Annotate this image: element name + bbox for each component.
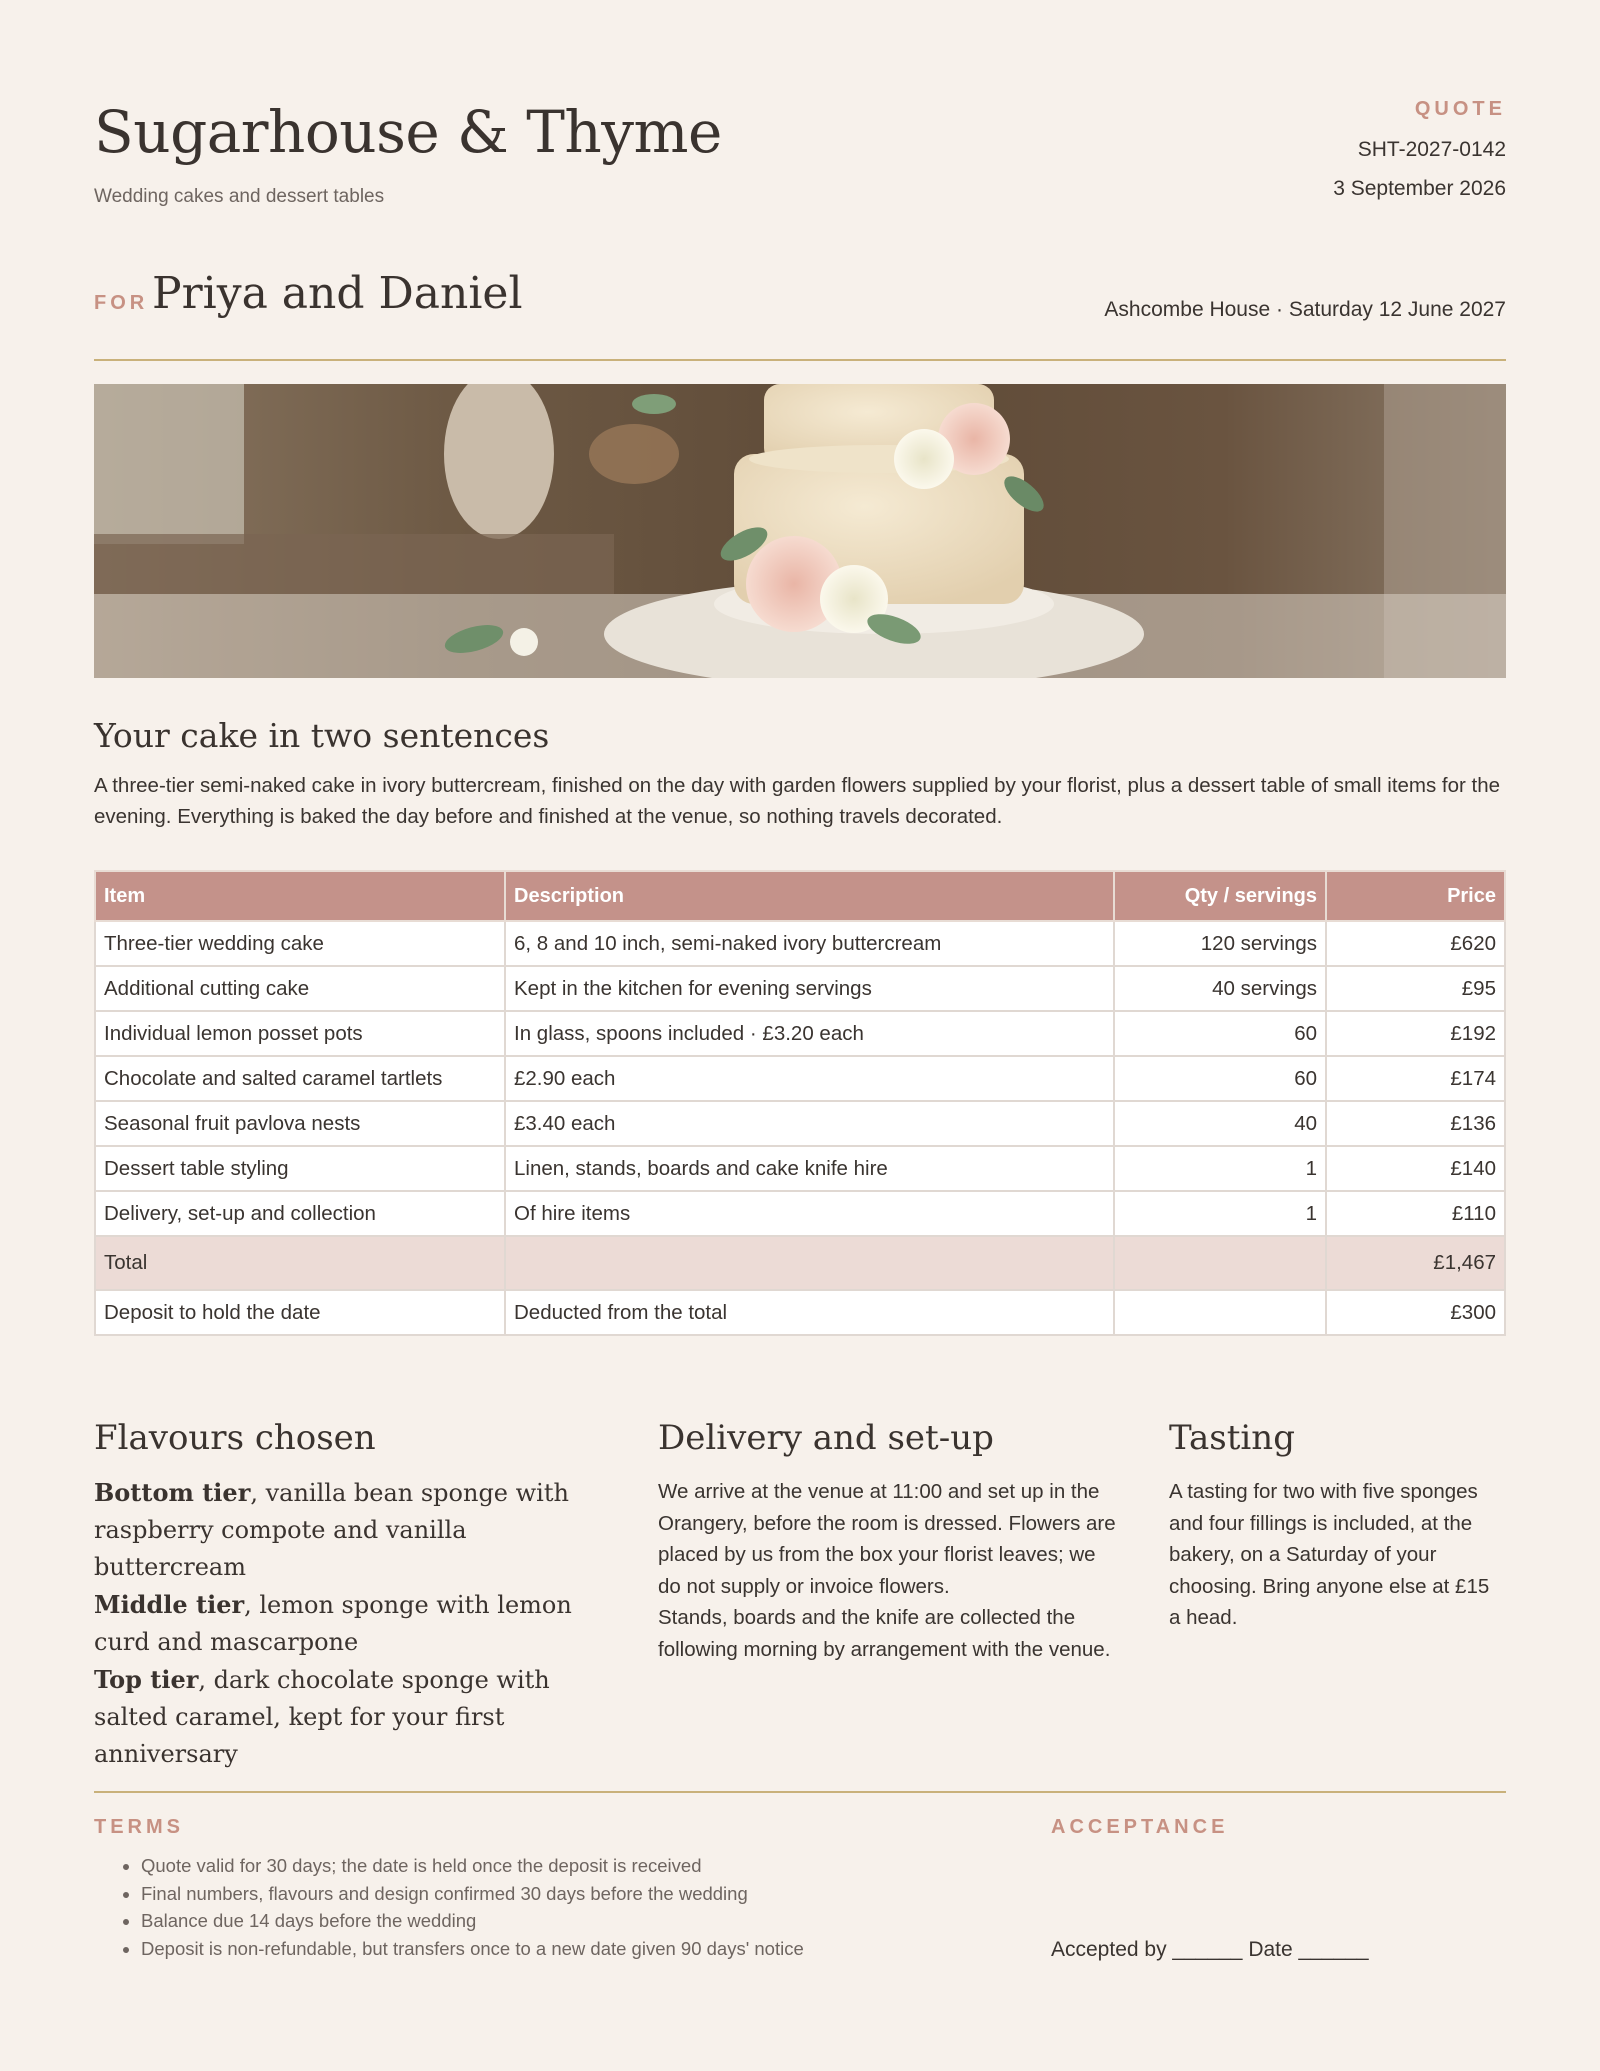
terms-item: • Quote valid for 30 days; the date is held once the deposit is received — [141, 1852, 804, 1880]
venue-and-date: Ashcombe House · Saturday 12 June 2027 — [1104, 298, 1506, 321]
brand-name: Sugarhouse & Thyme — [94, 98, 722, 166]
cell-description: £3.40 each — [505, 1101, 1114, 1146]
cell-item: Additional cutting cake — [95, 966, 505, 1011]
table-row — [95, 1146, 1505, 1191]
table-row — [95, 921, 1505, 966]
terms-list — [94, 1852, 804, 1962]
column-header-description: Description — [505, 871, 1114, 921]
flavour-tier — [94, 1661, 594, 1773]
cell-item: Three-tier wedding cake — [95, 921, 505, 966]
cell-qty: 1 — [1114, 1146, 1326, 1191]
cell-description: In glass, spoons included · £3.20 each — [505, 1011, 1114, 1056]
tier-name: Middle tier — [94, 1590, 245, 1619]
flavour-tier — [94, 1474, 594, 1586]
cell-description: 6, 8 and 10 inch, semi-naked ivory buttercream — [505, 921, 1114, 966]
cell-price: £174 — [1326, 1056, 1505, 1101]
delivery-paragraph: We arrive at the venue at 11:00 and set up in the Orangery, before the room is dressed. Flowers are placed by us from the box your florist leaves; we do not supply or invoice flowers. — [658, 1480, 1116, 1598]
cell-item: Individual lemon posset pots — [95, 1011, 505, 1056]
pricing-table — [94, 870, 1506, 1336]
deposit-description: Deducted from the total — [505, 1290, 1114, 1335]
cell-description: Of hire items — [505, 1191, 1114, 1236]
total-qty — [1114, 1236, 1326, 1290]
client-names: Priya and Daniel — [152, 268, 523, 319]
delivery-text — [658, 1476, 1118, 1665]
column-header-qty: Qty / servings — [1114, 871, 1326, 921]
table-header-row — [95, 871, 1505, 921]
cell-description: £2.90 each — [505, 1056, 1114, 1101]
tier-description: , lemon sponge with lemon curd and mascarpone — [94, 1591, 572, 1656]
table-row — [95, 1191, 1505, 1236]
cell-price: £140 — [1326, 1146, 1505, 1191]
flavours-heading: Flavours chosen — [94, 1418, 376, 1458]
delivery-paragraph: Stands, boards and the knife are collected the following morning by arrangement with the venue. — [658, 1606, 1111, 1661]
tasting-heading: Tasting — [1169, 1418, 1295, 1458]
tier-description: , vanilla bean sponge with raspberry compote and vanilla buttercream — [94, 1479, 569, 1581]
cell-price: £136 — [1326, 1101, 1505, 1146]
tasting-text: A tasting for two with five sponges and four fillings is included, at the bakery, on a Saturday of your choosing. Bring anyone else at £15 a head. — [1169, 1480, 1490, 1629]
table-row — [95, 1056, 1505, 1101]
total-price: £1,467 — [1326, 1236, 1505, 1290]
brand-tagline: Wedding cakes and dessert tables — [94, 186, 385, 207]
total-description — [505, 1236, 1114, 1290]
cell-price: £110 — [1326, 1191, 1505, 1236]
cell-qty: 60 — [1114, 1011, 1326, 1056]
quote-page — [94, 0, 1506, 2071]
header-divider — [94, 359, 1506, 361]
total-label: Total — [95, 1236, 505, 1290]
delivery-heading: Delivery and set-up — [658, 1418, 994, 1458]
cell-item: Dessert table styling — [95, 1146, 505, 1191]
intro-heading: Your cake in two sentences — [94, 716, 550, 755]
flavour-tier — [94, 1586, 594, 1661]
flavours-list — [94, 1474, 594, 1773]
intro-text: A three-tier semi-naked cake in ivory buttercream, finished on the day with garden flowers supplied by your florist, plus a dessert table of small items for the evening. Everything is baked the day before and finished at the venue, so nothing travels decorated. — [94, 774, 1501, 828]
for-label: FOR — [94, 292, 149, 314]
cell-qty: 1 — [1114, 1191, 1326, 1236]
tier-name: Top tier — [94, 1665, 199, 1694]
cell-qty: 120 servings — [1114, 921, 1326, 966]
deposit-price: £300 — [1326, 1290, 1505, 1335]
terms-item: • Final numbers, flavours and design confirmed 30 days before the wedding — [141, 1880, 804, 1908]
terms-label: TERMS — [94, 1816, 184, 1838]
quote-reference: SHT-2027-0142 — [1357, 138, 1506, 161]
cell-description: Linen, stands, boards and cake knife hire — [505, 1146, 1114, 1191]
cell-item: Delivery, set-up and collection — [95, 1191, 505, 1236]
document-type-label: QUOTE — [1414, 98, 1506, 120]
table-row — [95, 1011, 1505, 1056]
acceptance-signature-line: Accepted by ______ Date ______ — [1051, 1938, 1369, 1961]
column-header-item: Item — [95, 871, 505, 921]
cell-qty: 60 — [1114, 1056, 1326, 1101]
cell-price: £192 — [1326, 1011, 1505, 1056]
cell-description: Kept in the kitchen for evening servings — [505, 966, 1114, 1011]
cell-price: £95 — [1326, 966, 1505, 1011]
acceptance-label: ACCEPTANCE — [1051, 1816, 1229, 1838]
quote-date: 3 September 2026 — [1333, 177, 1506, 200]
cell-qty: 40 servings — [1114, 966, 1326, 1011]
cell-item: Chocolate and salted caramel tartlets — [95, 1056, 505, 1101]
cell-item: Seasonal fruit pavlova nests — [95, 1101, 505, 1146]
total-row — [95, 1236, 1505, 1290]
deposit-label: Deposit to hold the date — [95, 1290, 505, 1335]
footer-divider — [94, 1791, 1506, 1793]
cell-price: £620 — [1326, 921, 1505, 966]
table-row — [95, 1101, 1505, 1146]
tier-description: , dark chocolate sponge with salted caramel, kept for your first anniversary — [94, 1666, 550, 1768]
terms-item: • Deposit is non-refundable, but transfers once to a new date given 90 days' notice — [141, 1935, 804, 1963]
cell-qty: 40 — [1114, 1101, 1326, 1146]
terms-item: • Balance due 14 days before the wedding — [141, 1907, 804, 1935]
tier-name: Bottom tier — [94, 1478, 251, 1507]
deposit-row — [95, 1290, 1505, 1335]
deposit-qty — [1114, 1290, 1326, 1335]
column-header-price: Price — [1326, 871, 1505, 921]
cake-photo — [94, 384, 1506, 678]
table-row — [95, 966, 1505, 1011]
